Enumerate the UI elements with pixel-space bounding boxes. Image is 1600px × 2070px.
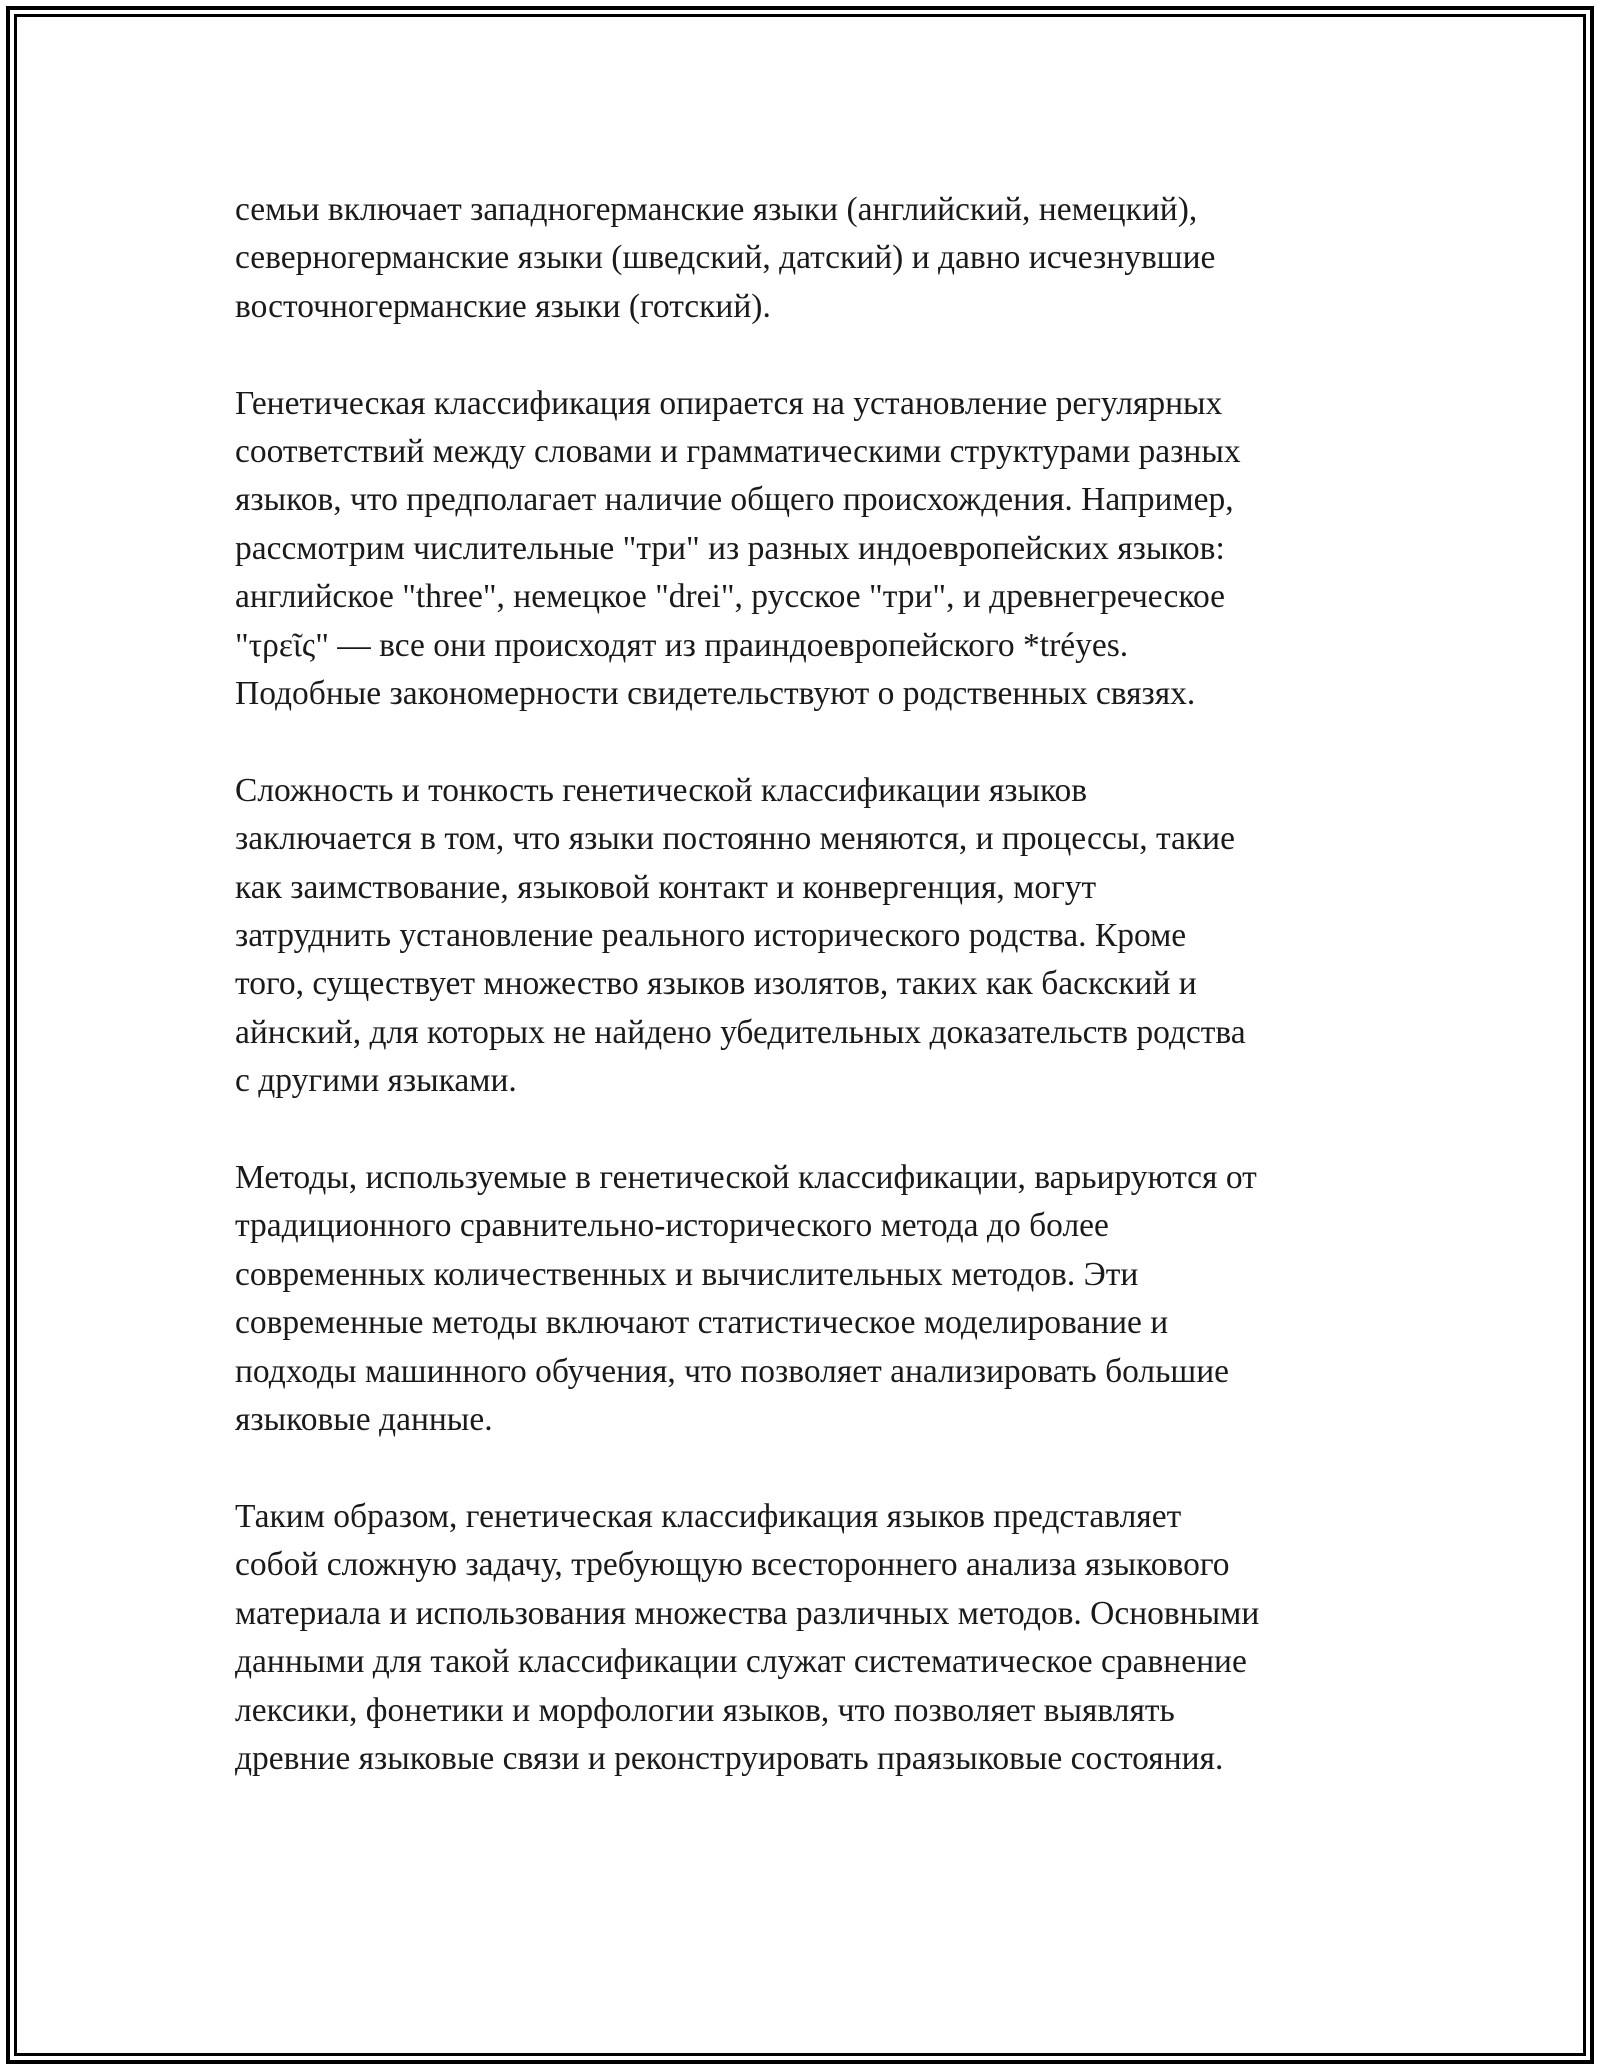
text-line: северногерманские языки (шведский, датский) и давно исчезнувшие (235, 239, 1216, 277)
text-line: современные методы включают статистическое моделирование и (235, 1304, 1169, 1342)
text-line: языковые данные. (235, 1401, 493, 1439)
text-line: как заимствование, языковой контакт и конвергенция, могут (235, 868, 1097, 906)
text-line: Подобные закономерности свидетельствуют о родственных связях. (235, 675, 1196, 713)
text-line: соответствий между словами и грамматическими структурами разных (235, 433, 1241, 471)
text-line: рассмотрим числительные "три" из разных индоевропейских языков: (235, 529, 1225, 567)
paragraph (235, 767, 1375, 1106)
text-line: традиционного сравнительно-исторического метода до более (235, 1207, 1109, 1245)
text-line: лексики, фонетики и морфологии языков, что позволяет выявлять (235, 1691, 1175, 1729)
text-line: восточногерманские языки (готский). (235, 287, 771, 325)
paragraph (235, 380, 1375, 719)
text-line: семьи включает западногерманские языки (английский, немецкий), (235, 191, 1198, 228)
paragraph (235, 1154, 1375, 1444)
text-line: затруднить установление реального исторического родства. Кроме (235, 917, 1187, 955)
text-line: с другими языками. (235, 1062, 517, 1100)
text-line: айнский, для которых не найдено убедительных доказательств родства (235, 1013, 1246, 1051)
text-line: данными для такой классификации служат систематическое сравнение (235, 1643, 1247, 1681)
document-body (235, 186, 1375, 1832)
text-line: "τρεῖς" — все они происходят из праиндоевропейского *tréyes. (235, 626, 1129, 664)
paragraph (235, 186, 1375, 331)
text-line: Таким образом, генетическая классификация языков представляет (235, 1497, 1182, 1535)
text-line: собой сложную задачу, требующую всестороннего анализа языкового (235, 1546, 1230, 1584)
text-line: языков, что предполагает наличие общего происхождения. Например, (235, 481, 1234, 519)
text-line: древние языковые связи и реконструировать праязыковые состояния. (235, 1739, 1224, 1777)
text-line: английское "three", немецкое "drei", русское "три", и древнегреческое (235, 578, 1225, 616)
text-line: того, существует множество языков изолятов, таких как баскский и (235, 965, 1197, 1003)
text-line: Сложность и тонкость генетической классификации языков (235, 771, 1088, 809)
text-line: подходы машинного обучения, что позволяет анализировать большие (235, 1352, 1230, 1390)
text-line: современных количественных и вычислительных методов. Эти (235, 1255, 1139, 1293)
text-line: заключается в том, что языки постоянно меняются, и процессы, такие (235, 820, 1235, 858)
text-line: Методы, используемые в генетической классификации, варьируются от (235, 1159, 1257, 1197)
text-line: материала и использования множества различных методов. Основными (235, 1594, 1260, 1632)
text-line: Генетическая классификация опирается на установление регулярных (235, 384, 1223, 422)
paragraph (235, 1493, 1375, 1783)
